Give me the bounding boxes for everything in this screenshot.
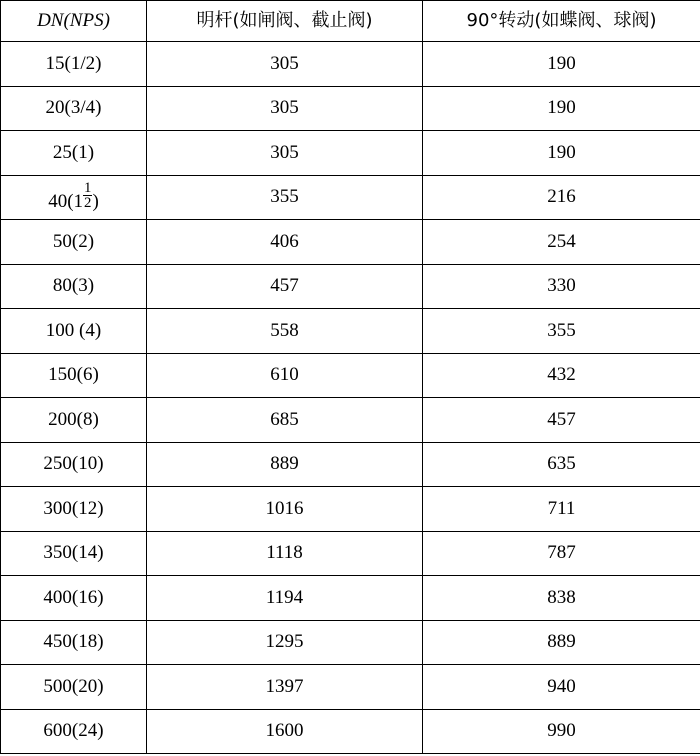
cell-dn: 450(18) [1, 620, 147, 665]
cell-dn: 350(14) [1, 531, 147, 576]
table-row [1, 309, 700, 354]
cell-rising-stem: 1295 [147, 620, 423, 665]
cell-dn: 400(16) [1, 576, 147, 621]
table-row [1, 131, 700, 176]
cell-rising-stem: 355 [147, 175, 423, 220]
cell-quarter-turn: 787 [423, 531, 700, 576]
table-row [1, 264, 700, 309]
table-row [1, 42, 700, 87]
cell-rising-stem: 685 [147, 398, 423, 443]
cell-quarter-turn: 990 [423, 709, 700, 754]
column-header-quarter-turn [423, 1, 700, 42]
cell-quarter-turn: 254 [423, 220, 700, 265]
cell-dn: 600(24) [1, 709, 147, 754]
cell-rising-stem: 1600 [147, 709, 423, 754]
cell-quarter-turn: 355 [423, 309, 700, 354]
cell-rising-stem: 305 [147, 42, 423, 87]
cell-rising-stem: 1194 [147, 576, 423, 621]
table-row [1, 709, 700, 754]
cell-rising-stem: 1118 [147, 531, 423, 576]
cell-quarter-turn: 635 [423, 442, 700, 487]
table-row [1, 487, 700, 532]
cell-dn: 20(3/4) [1, 86, 147, 131]
table-row [1, 442, 700, 487]
cell-rising-stem: 1016 [147, 487, 423, 532]
cell-rising-stem: 610 [147, 353, 423, 398]
cell-dn: 50(2) [1, 220, 147, 265]
table-row [1, 576, 700, 621]
cell-dn: 40(1 $\frac{1}{2}$ ) [1, 175, 147, 220]
cell-dn: 150(6) [1, 353, 147, 398]
cell-rising-stem: 457 [147, 264, 423, 309]
column-header-quarter-turn-label: 90°转动(如蝶阀、球阀) [466, 10, 657, 32]
cell-quarter-turn: 330 [423, 264, 700, 309]
cell-dn: 200(8) [1, 398, 147, 443]
cell-quarter-turn: 838 [423, 576, 700, 621]
cell-quarter-turn: 216 [423, 175, 700, 220]
table-row [1, 175, 700, 220]
table-row [1, 398, 700, 443]
cell-quarter-turn: 190 [423, 131, 700, 176]
table-row [1, 86, 700, 131]
table-header [1, 1, 700, 42]
cell-quarter-turn: 711 [423, 487, 700, 532]
table-row [1, 620, 700, 665]
cell-dn: 80(3) [1, 264, 147, 309]
cell-rising-stem: 889 [147, 442, 423, 487]
cell-quarter-turn: 190 [423, 42, 700, 87]
cell-dn: 100 (4) [1, 309, 147, 354]
cell-rising-stem: 305 [147, 131, 423, 176]
column-header-dn-label: DN(NPS) [37, 10, 110, 32]
cell-quarter-turn: 889 [423, 620, 700, 665]
cell-quarter-turn: 940 [423, 665, 700, 710]
column-header-rising-stem-label: 明杆(如闸阀、截止阀) [196, 10, 373, 32]
table-row [1, 665, 700, 710]
cell-quarter-turn: 432 [423, 353, 700, 398]
column-header-dn [1, 1, 147, 42]
table-row [1, 220, 700, 265]
cell-dn: 300(12) [1, 487, 147, 532]
table-row [1, 531, 700, 576]
cell-rising-stem: 1397 [147, 665, 423, 710]
cell-quarter-turn: 190 [423, 86, 700, 131]
table-row [1, 353, 700, 398]
cell-dn: 500(20) [1, 665, 147, 710]
table-body [1, 42, 700, 754]
column-header-rising-stem [147, 1, 423, 42]
cell-dn: 15(1/2) [1, 42, 147, 87]
fraction-one-half: $\frac{1}{2}$ [84, 179, 92, 212]
cell-rising-stem: 558 [147, 309, 423, 354]
cell-rising-stem: 406 [147, 220, 423, 265]
cell-dn: 25(1) [1, 131, 147, 176]
cell-dn: 250(10) [1, 442, 147, 487]
table-header-row [1, 1, 700, 42]
cell-rising-stem: 305 [147, 86, 423, 131]
cell-quarter-turn: 457 [423, 398, 700, 443]
